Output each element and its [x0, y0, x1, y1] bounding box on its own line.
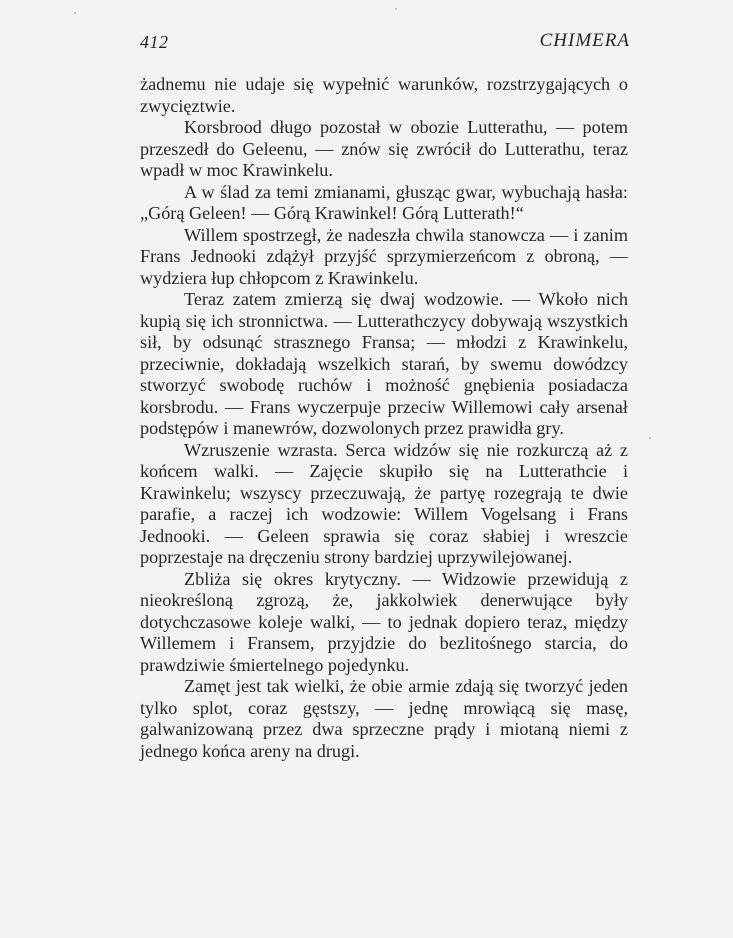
paragraph: Wzruszenie wzrasta. Serca widzów się nie rozkurczą aż z końcem walki. — Zajęcie skupiło się na Lutterathcie i Krawinkelu; wszyscy przeczuwają, że partyę rozegrają te dwie parafie, a raczej ich wodzowie: Willem Vogelsang i Frans Jednooki. — Geleen sprawia się coraz słabiej i wreszcie poprzestaje na dręczeniu strony bardziej uprzywilejowanej. — [140, 439, 628, 567]
page-header — [140, 26, 630, 60]
paragraph: Zbliża się okres krytyczny. — Widzowie przewidują z nieokreśloną zgrozą, że, jakkolwiek denerwujące były dotychczasowe koleje walki, — to jednak dopiero teraz, między Willemem i Fransem, przyjdzie do bezlitośnego starcia, do prawdziwie śmiertelnego pojedynku. — [140, 568, 628, 675]
page-number: 412 — [140, 32, 169, 52]
paper-speck — [395, 8, 397, 10]
paragraph: Willem spostrzegł, że nadeszła chwila stanowcza — i zanim Frans Jednooki zdążył przyjść sprzymierzeńcom z obroną, — wydziera łup chłopcom z Krawinkelu. — [140, 224, 628, 288]
body-text — [140, 74, 628, 762]
paragraph: Korsbrood długo pozostał w obozie Lutterathu, — potem przeszedł do Geleenu, — znów się zwrócił do Lutterathu, teraz wpadł w moc Krawinkelu. — [140, 117, 628, 180]
paragraph: Zamęt jest tak wielki, że obie armie zdają się tworzyć jeden tylko splot, coraz gęstszy, — jednę mrowiącą się masę, galwanizowaną przez dwa sprzeczne prądy i miotaną niemi z jednego końca areny na drugi. — [140, 676, 628, 761]
paragraph: Teraz zatem zmierzą się dwaj wodzowie. — Wkoło nich kupią się ich stronnictwa. — Lutterathczycy dobywają wszystkich sił, by odsunąć strasznego Fransa; — młodzi z Krawinkelu, przeciwnie, dokładają wszelkich starań, by swemu dowódzcy stworzyć swobodę ruchów i możność gnębienia posiadacza korsbrodu. — Frans wyczerpuje przeciw Willemowi cały arsenał podstępów i manewrów, dozwolonych przez prawidła gry. — [140, 289, 628, 438]
paragraph: A w ślad za temi zmianami, głusząc gwar, wybuchają hasła: „Górą Geleen! — Górą Krawinkel! Górą Lutterath!“ — [140, 181, 628, 223]
paragraph: żadnemu nie udaje się wypełnić warunków, rozstrzygających o zwycięztwie. — [140, 74, 628, 116]
paper-speck — [649, 437, 651, 439]
paper-speck — [74, 12, 76, 14]
running-head: CHIMERA — [539, 30, 630, 51]
